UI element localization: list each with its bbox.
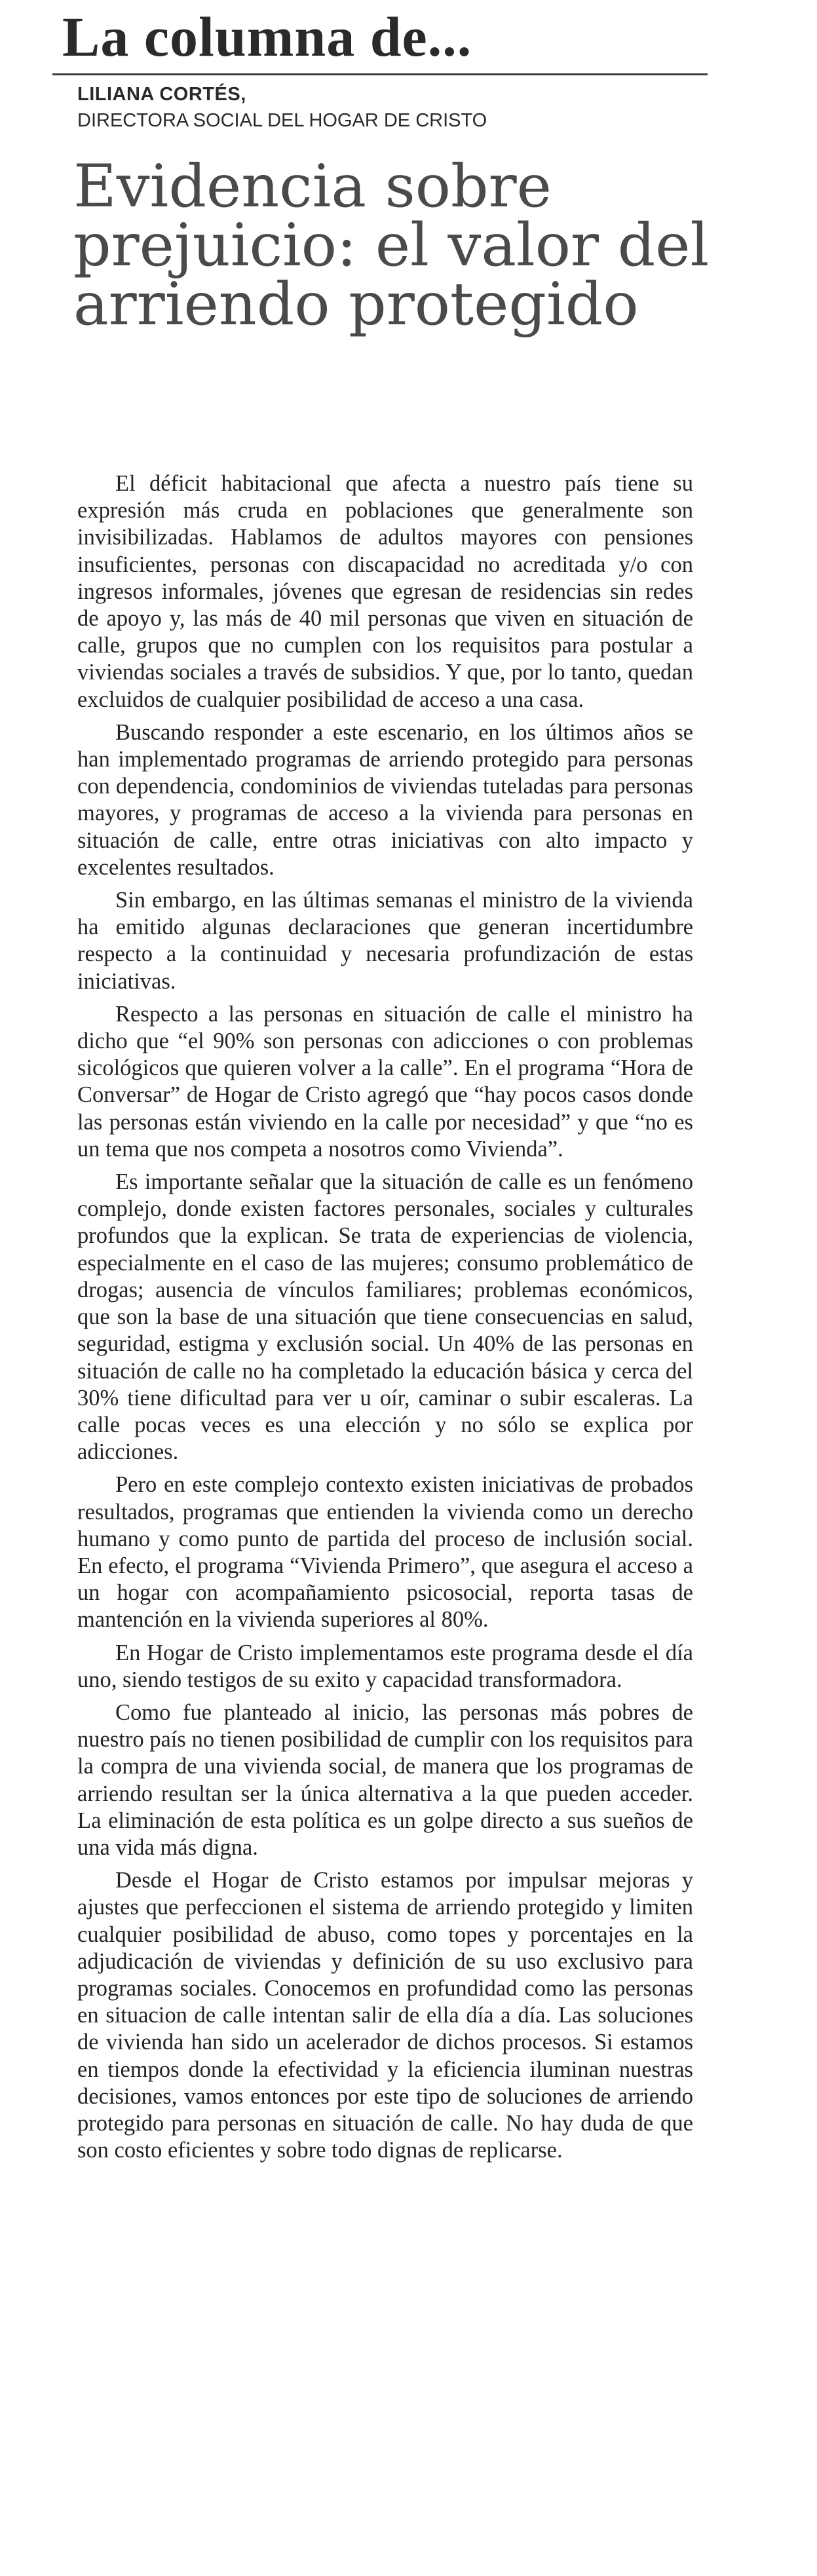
title-divider — [52, 73, 708, 75]
article-paragraph: Pero en este complejo contexto existen iniciativas de probados resultados, programas que entienden la vivienda como un derecho humano y como punto de partida del proceso de inclusión social. En efecto, el programa “Vivienda Primero”, que asegura el acceso a un hogar con acompañamiento psicosocial, reporta tasas de mantención en la vivienda superiores al 80%. — [77, 1472, 693, 1633]
article-paragraph: Desde el Hogar de Cristo estamos por impulsar mejoras y ajustes que perfeccionen el sistema de arriendo protegido y limiten cualquier posibilidad de abuso, como topes y porcentajes en la adjudicación de viviendas y definición de su uso exclusivo para programas sociales. Conocemos en profundidad como las personas en situacion de calle intentan salir de ella día a día. Las soluciones de vivienda han sido un acelerador de dichos procesos. Si estamos en tiempos donde la efectividad y la eficiencia iluminan nuestras decisiones, vamos entonces por este tipo de soluciones de arriendo protegido para personas en situación de calle. No hay duda de que son costo eficientes y sobre todo dignas de replicarse. — [77, 1868, 693, 2163]
article-paragraph: Sin embargo, en las últimas semanas el ministro de la vivienda ha emitido algunas declaraciones que generan incertidumbre respecto a la continuidad y necesaria profundización de estas iniciativas. — [77, 888, 693, 994]
article-paragraph: Como fue planteado al inicio, las personas más pobres de nuestro país no tienen posibilidad de cumplir con los requisitos para la compra de una vivienda social, de manera que los programas de arriendo resultan ser la única alternativa a la que pueden acceder. La eliminación de esta política es un golpe directo a sus sueños de una vida más digna. — [77, 1699, 693, 1860]
article-paragraph: Respecto a las personas en situación de calle el ministro ha dicho que “el 90% son personas con adicciones o con problemas sicológicos que quieren volver a la calle”. En el programa “Hora de Conversar” de Hogar de Cristo agregó que “hay pocos casos donde las personas están viviendo en la calle por necesidad” y que “no es un tema que nos competa a nosotros como Vivienda”. — [77, 1001, 693, 1162]
article-paragraph: Es importante señalar que la situación de calle es un fenómeno complejo, donde existen factores personales, sociales y culturales profundos que la explican. Se trata de experiencias de violencia, especialmente en el caso de las mujeres; consumo problemático de drogas; ausencia de vínculos familiares; problemas económicos, que son la base de una situación que tiene consecuencias en salud, seguridad, estigma y exclusión social. Un 40% de las personas en situación de calle no ha completado la educación básica y cerca del 30% tiene dificultad para ver u oír, caminar o subir escaleras. La calle pocas veces es una elección y no sólo se explica por adicciones. — [77, 1169, 693, 1465]
author-role: DIRECTORA SOCIAL DEL HOGAR DE CRISTO — [77, 110, 487, 131]
section-title: La columna de... — [62, 5, 472, 68]
article-paragraph: En Hogar de Cristo implementamos este programa desde el día uno, siendo testigos de su exito y capacidad transformadora. — [77, 1640, 693, 1692]
article-headline: Evidencia sobre prejuicio: el valor del arriendo protegido — [73, 152, 710, 339]
article-body — [77, 470, 693, 2170]
author-name: LILIANA CORTÉS, — [77, 84, 246, 105]
article-paragraph: Buscando responder a este escenario, en los últimos años se han implementado programas de arriendo protegido para personas con dependencia, condominios de viviendas tuteladas para personas mayores, y programas de acceso a la vivienda para personas en situación de calle, entre otras iniciativas con alto impacto y excelentes resultados. — [77, 719, 693, 880]
article-paragraph: El déficit habitacional que afecta a nuestro país tiene su expresión más cruda en poblaciones que generalmente son invisibilizadas. Hablamos de adultos mayores con pensiones insuficientes, personas con discapacidad no acreditada y/o con ingresos informales, jóvenes que egresan de residencias sin redes de apoyo y, las más de 40 mil personas que viven en situación de calle, grupos que no cumplen con los requisitos para postular a viviendas sociales a través de subsidios. Y que, por lo tanto, quedan excluidos de cualquier posibilidad de acceso a una casa. — [77, 471, 693, 712]
